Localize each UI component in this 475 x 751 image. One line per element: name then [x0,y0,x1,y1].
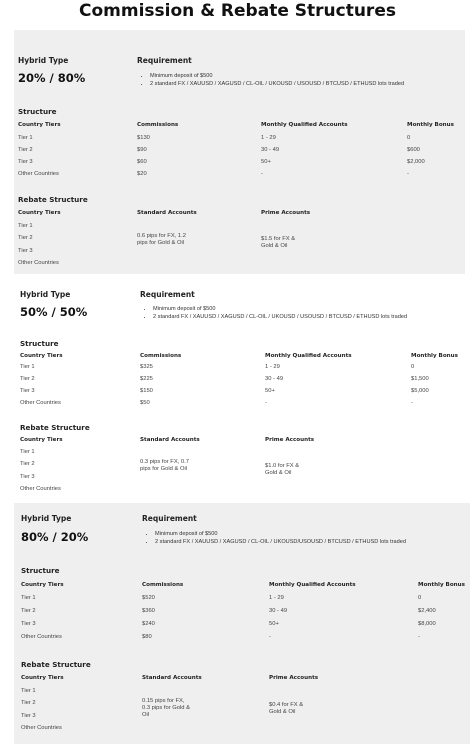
cell-bonus: 0 [407,135,411,141]
cell-tier: Tier 3 [18,159,33,165]
cell-tier: Tier 2 [18,147,33,153]
rebate-standard-value: 0.15 pips for FX, 0.3 pips for Gold & Oil [142,698,191,718]
cell-commission: $225 [140,376,153,382]
cell-bonus: - [418,634,420,640]
rebate-col-header-standard: Standard Accounts [140,437,200,443]
cell-qualified: 50+ [265,388,275,394]
cell-bonus: $1,500 [411,376,429,382]
requirement-label: Requirement [140,290,195,299]
rebate-prime-value: $0.4 for FX & Gold & Oil [269,702,304,715]
requirement-item: • Minimum deposit of $500 [153,305,407,313]
requirement-label: Requirement [142,514,197,523]
requirement-item: • 2 standard FX / XAUUSD / XAGUSD / CL-OIL / UKOUSD / USOUSD / BTCUSD / ETHUSD lots traded [153,313,407,321]
cell-commission: $360 [142,608,155,614]
cell-tier: Tier 1 [21,595,36,601]
cell-commission: $520 [142,595,155,601]
rebate-prime-value: $1.5 for FX & Gold & Oil [261,236,296,249]
col-header-monthly-bonus: Monthly Bonus [411,353,458,359]
rebate-heading: Rebate Structure [21,660,91,669]
cell-bonus: $600 [407,147,420,153]
cell-qualified: 1 - 29 [261,135,276,141]
hybrid-panel-2 [14,278,465,500]
cell-bonus: - [407,171,409,177]
col-header-commissions: Commissions [137,122,179,128]
hybrid-split: 80% / 20% [21,530,89,544]
rebate-tier: Tier 3 [18,247,33,254]
cell-qualified: 30 - 49 [265,376,284,382]
col-header-country-tiers: Country Tiers [21,582,64,588]
cell-qualified: 50+ [261,159,271,165]
rebate-tier-list [18,220,59,269]
cell-bonus: $5,000 [411,388,429,394]
cell-commission: $80 [142,634,152,640]
cell-bonus: 0 [418,595,422,601]
cell-qualified: - [269,634,271,640]
rebate-col-header-prime: Prime Accounts [261,210,311,216]
hybrid-panel-1 [14,30,465,274]
hybrid-type-label: Hybrid Type [20,290,71,299]
cell-bonus: $2,000 [407,159,425,165]
cell-commission: $20 [137,171,147,177]
requirement-item: • Minimum deposit of $500 [155,530,406,538]
rebate-col-header-prime: Prime Accounts [269,675,319,681]
col-header-qualified-accounts: Monthly Qualified Accounts [265,353,352,359]
requirement-item: • 2 standard FX / XAUUSD / XAGUSD / CL-OIL / UKOUSD / USOUSD / BTCUSD / ETHUSD lots traded [150,80,404,88]
rebate-tier-list [21,685,62,734]
cell-tier: Other Countries [18,171,59,177]
rebate-tier: Tier 3 [20,473,35,480]
requirement-list [144,305,407,321]
cell-qualified: 1 - 29 [265,364,280,370]
rebate-col-header-tiers: Country Tiers [20,437,63,443]
structure-heading: Structure [20,339,59,348]
rebate-prime-value: $1.0 for FX & Gold & Oil [265,463,300,476]
hybrid-panel-3 [14,503,470,744]
col-header-qualified-accounts: Monthly Qualified Accounts [261,122,348,128]
rebate-heading: Rebate Structure [18,195,88,204]
cell-tier: Tier 2 [21,608,36,614]
rebate-tier: Tier 1 [21,688,36,694]
cell-commission: $240 [142,621,155,627]
cell-tier: Tier 1 [20,364,35,370]
col-header-commissions: Commissions [142,582,184,588]
cell-commission: $325 [140,364,153,370]
hybrid-split: 20% / 80% [18,71,86,85]
rebate-tier: Other Countries [18,259,59,266]
rebate-tier-list [20,446,61,495]
cell-qualified: 30 - 49 [269,608,288,614]
cell-tier: Other Countries [21,634,62,640]
rebate-tier: Tier 3 [21,712,36,719]
cell-commission: $50 [140,400,150,406]
col-header-country-tiers: Country Tiers [20,353,63,359]
cell-tier: Other Countries [20,400,61,406]
cell-tier: Tier 2 [20,376,35,382]
cell-bonus: $2,400 [418,608,436,614]
cell-qualified: 50+ [269,621,279,627]
rebate-col-header-tiers: Country Tiers [21,675,64,681]
rebate-heading: Rebate Structure [20,423,90,432]
structure-heading: Structure [21,566,60,575]
hybrid-type-label: Hybrid Type [18,56,69,65]
rebate-col-header-prime: Prime Accounts [265,437,315,443]
cell-bonus: 0 [411,364,415,370]
hybrid-split: 50% / 50% [20,305,88,319]
rebate-col-header-standard: Standard Accounts [137,210,197,216]
cell-qualified: 1 - 29 [269,595,284,601]
hybrid-type-label: Hybrid Type [21,514,72,523]
cell-tier: Tier 3 [20,388,35,394]
col-header-monthly-bonus: Monthly Bonus [407,122,454,128]
rebate-tier: Tier 1 [18,223,33,229]
cell-bonus: - [411,400,413,406]
rebate-tier: Tier 2 [20,461,35,468]
requirement-item: • 2 standard FX / XAUUSD / XAGUSD / CL-OIL / UKOUSD/USOUSD / BTCUSD / ETHUSD lots traded [155,538,406,546]
cell-bonus: $8,000 [418,621,436,627]
col-header-qualified-accounts: Monthly Qualified Accounts [269,582,356,588]
rebate-col-header-tiers: Country Tiers [18,210,61,216]
cell-tier: Tier 1 [18,135,33,141]
structure-heading: Structure [18,107,57,116]
col-header-monthly-bonus: Monthly Bonus [418,582,465,588]
cell-qualified: 30 - 49 [261,147,280,153]
cell-commission: $150 [140,388,153,394]
requirement-list [146,530,406,546]
requirement-list [141,72,404,88]
rebate-standard-value: 0.3 pips for FX, 0.7 pips for Gold & Oil [140,459,189,472]
requirement-item: • Minimum deposit of $500 [150,72,404,80]
rebate-tier: Other Countries [20,485,61,492]
cell-tier: Tier 3 [21,621,36,627]
cell-commission: $90 [137,147,147,153]
requirement-label: Requirement [137,56,192,65]
rebate-tier: Tier 2 [21,700,36,707]
rebate-tier: Tier 2 [18,235,33,242]
col-header-country-tiers: Country Tiers [18,122,61,128]
rebate-tier: Tier 1 [20,449,35,455]
col-header-commissions: Commissions [140,353,182,359]
cell-qualified: - [265,400,267,406]
cell-commission: $60 [137,159,147,165]
page-title: Commission & Rebate Structures [79,1,396,21]
rebate-col-header-standard: Standard Accounts [142,675,202,681]
cell-commission: $130 [137,135,150,141]
cell-qualified: - [261,171,263,177]
rebate-standard-value: 0.6 pips for FX, 1.2 pips for Gold & Oil [137,233,186,246]
rebate-tier: Other Countries [21,724,62,731]
